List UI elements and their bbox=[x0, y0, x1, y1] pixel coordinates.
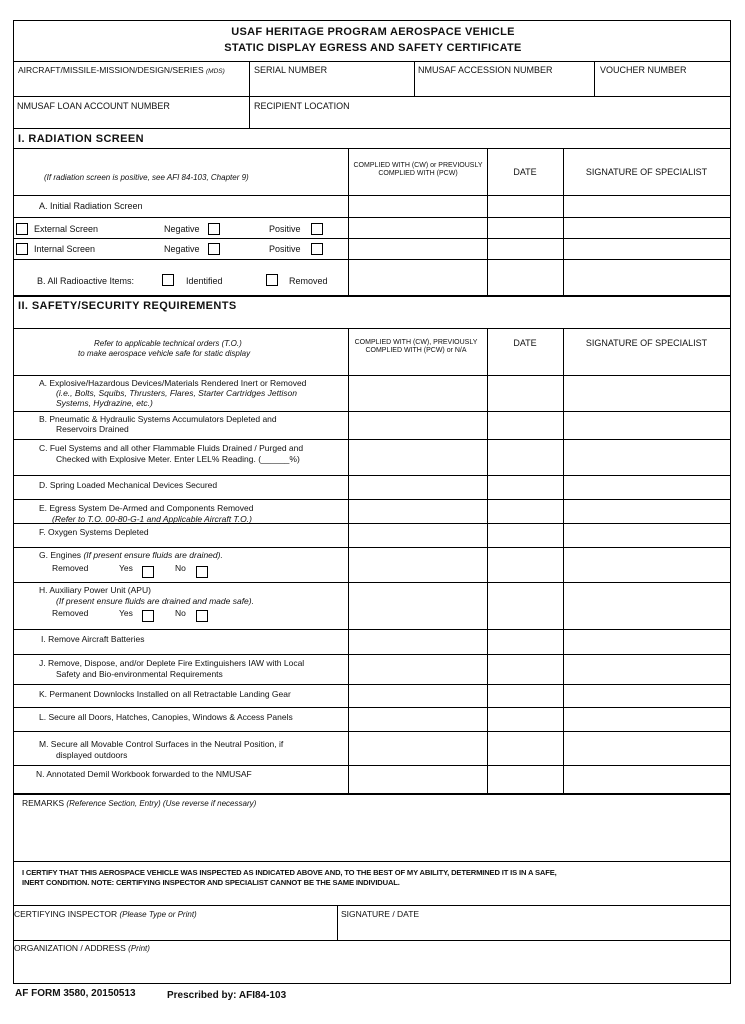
organization-hint: (Print) bbox=[128, 944, 150, 953]
organization-address-field[interactable] bbox=[14, 943, 150, 954]
aircraft-mds-label: AIRCRAFT/MISSILE-MISSION/DESIGN/SERIES bbox=[18, 65, 204, 75]
external-screen-checkbox[interactable] bbox=[16, 223, 28, 235]
item-g-line1 bbox=[39, 550, 223, 561]
section2-col-signature: SIGNATURE OF SPECIALIST bbox=[585, 338, 708, 348]
inspector-label: CERTIFYING INSPECTOR bbox=[14, 909, 118, 919]
item-h-yes-label: Yes bbox=[119, 608, 133, 618]
radioactive-items-label: B. All Radioactive Items: bbox=[37, 276, 135, 286]
item-g-removed-label: Removed bbox=[52, 563, 89, 573]
internal-negative-checkbox[interactable] bbox=[208, 243, 220, 255]
identified-label: Identified bbox=[186, 276, 223, 286]
item-f: F. Oxygen Systems Depleted bbox=[39, 527, 149, 537]
item-c-line2: Checked with Explosive Meter. Enter LEL% Reading. (______%) bbox=[56, 454, 300, 464]
aircraft-mds-suffix: (MDS) bbox=[206, 68, 225, 75]
item-g-no-label: No bbox=[175, 563, 186, 573]
certification-line2: INERT CONDITION. NOTE: CERTIFYING INSPECTOR AND SPECIALIST CANNOT BE THE SAME INDIVIDUAL. bbox=[22, 878, 400, 887]
internal-positive-checkbox[interactable] bbox=[311, 243, 323, 255]
item-a-line1: A. Explosive/Hazardous Devices/Materials Rendered Inert or Removed bbox=[39, 378, 307, 388]
inspector-field[interactable] bbox=[14, 909, 197, 920]
item-k: K. Permanent Downlocks Installed on all Retractable Landing Gear bbox=[39, 689, 291, 699]
apu-yes-checkbox[interactable] bbox=[142, 610, 154, 622]
remarks-label: REMARKS bbox=[22, 798, 65, 808]
external-positive-label: Positive bbox=[269, 224, 301, 234]
form-frame bbox=[13, 20, 731, 984]
loan-account-field[interactable]: NMUSAF LOAN ACCOUNT NUMBER bbox=[17, 101, 170, 111]
external-screen-label: External Screen bbox=[34, 224, 99, 234]
recipient-location-field[interactable]: RECIPIENT LOCATION bbox=[254, 101, 350, 111]
item-i: I. Remove Aircraft Batteries bbox=[41, 634, 145, 644]
voucher-number-field[interactable]: VOUCHER NUMBER bbox=[600, 65, 687, 75]
section1-note: (If radiation screen is positive, see AFI 84-103, Chapter 9) bbox=[44, 173, 249, 182]
internal-negative-label: Negative bbox=[164, 244, 200, 254]
remarks-field[interactable] bbox=[22, 798, 256, 809]
section1-col-date: DATE bbox=[513, 167, 537, 177]
inspector-hint: (Please Type or Print) bbox=[119, 910, 197, 919]
item-h-no-label: No bbox=[175, 608, 186, 618]
item-m-line1: M. Secure all Movable Control Surfaces in the Neutral Position, if bbox=[39, 739, 284, 749]
form-title-line1: USAF HERITAGE PROGRAM AEROSPACE VEHICLE bbox=[231, 26, 515, 38]
form-id: AF FORM 3580, 20150513 bbox=[15, 988, 136, 999]
serial-number-field[interactable]: SERIAL NUMBER bbox=[254, 65, 328, 75]
item-l: L. Secure all Doors, Hatches, Canopies, Windows & Access Panels bbox=[39, 712, 293, 722]
internal-positive-label: Positive bbox=[269, 244, 301, 254]
item-b-line2: Reservoirs Drained bbox=[56, 424, 129, 434]
form-title-line2: STATIC DISPLAY EGRESS AND SAFETY CERTIFICATE bbox=[224, 42, 522, 54]
item-initial-radiation: A. Initial Radiation Screen bbox=[39, 201, 143, 211]
removed-label: Removed bbox=[289, 276, 328, 286]
item-h-line2: (If present ensure fluids are drained and made safe). bbox=[56, 596, 254, 606]
internal-screen-checkbox[interactable] bbox=[16, 243, 28, 255]
item-d: D. Spring Loaded Mechanical Devices Secured bbox=[39, 480, 218, 490]
aircraft-mds-field[interactable] bbox=[18, 65, 225, 77]
item-g-yes-label: Yes bbox=[119, 563, 133, 573]
item-j-line1: J. Remove, Dispose, and/or Deplete Fire Extinguishers IAW with Local bbox=[39, 658, 305, 668]
item-e-line1: E. Egress System De-Armed and Components Removed bbox=[39, 503, 254, 513]
section1-col-complied: COMPLIED WITH (CW) or PREVIOUSLY COMPLIED WITH (PCW) bbox=[353, 162, 483, 177]
section2-col-date: DATE bbox=[513, 338, 537, 348]
section1-heading: I. RADIATION SCREEN bbox=[18, 133, 144, 145]
removed-checkbox[interactable] bbox=[266, 274, 278, 286]
section1-col-signature: SIGNATURE OF SPECIALIST bbox=[585, 167, 708, 177]
item-m-line2: displayed outdoors bbox=[56, 750, 128, 760]
external-negative-label: Negative bbox=[164, 224, 200, 234]
remarks-hint: (Reference Section, Entry) (Use reverse if necessary) bbox=[66, 799, 257, 808]
prescribed-by: Prescribed by: AFI84-103 bbox=[167, 990, 287, 1001]
external-negative-checkbox[interactable] bbox=[208, 223, 220, 235]
section2-note-line1: Refer to applicable technical orders (T.O.) bbox=[94, 339, 242, 348]
item-a-line3: Systems, Hydrazine, etc.) bbox=[56, 398, 153, 408]
external-positive-checkbox[interactable] bbox=[311, 223, 323, 235]
apu-no-checkbox[interactable] bbox=[196, 610, 208, 622]
item-g-hint: (If present ensure fluids are drained). bbox=[83, 550, 223, 560]
engines-no-checkbox[interactable] bbox=[196, 566, 208, 578]
certification-line1: I CERTIFY THAT THIS AEROSPACE VEHICLE WAS INSPECTED AS INDICATED ABOVE AND, TO THE BEST OF MY ABILITY, DETERMINED IT IS IN A SAFE, bbox=[22, 868, 557, 877]
item-c-line1: C. Fuel Systems and all other Flammable Fluids Drained / Purged and bbox=[39, 443, 304, 453]
section2-col-complied: COMPLIED WITH (CW), PREVIOUSLY COMPLIED WITH (PCW) or N/A bbox=[354, 339, 478, 354]
item-h-removed-label: Removed bbox=[52, 608, 89, 618]
item-n: N. Annotated Demil Workbook forwarded to the NMUSAF bbox=[36, 769, 252, 779]
item-g-label: G. Engines bbox=[39, 550, 82, 560]
organization-label: ORGANIZATION / ADDRESS bbox=[14, 943, 126, 953]
item-a-line2: (i.e., Bolts, Squibs, Thrusters, Flares, Starter Cartridges Jettison bbox=[56, 388, 297, 398]
accession-number-field[interactable]: NMUSAF ACCESSION NUMBER bbox=[418, 65, 553, 75]
section2-note-line2: to make aerospace vehicle safe for static display bbox=[78, 349, 251, 358]
item-b-line1: B. Pneumatic & Hydraulic Systems Accumulators Depleted and bbox=[39, 414, 277, 424]
engines-yes-checkbox[interactable] bbox=[142, 566, 154, 578]
section2-heading: II. SAFETY/SECURITY REQUIREMENTS bbox=[18, 300, 237, 312]
internal-screen-label: Internal Screen bbox=[34, 244, 96, 254]
signature-date-field[interactable]: SIGNATURE / DATE bbox=[341, 909, 420, 919]
item-j-line2: Safety and Bio-environmental Requirements bbox=[56, 669, 223, 679]
item-e-line2: (Refer to T.O. 00-80-G-1 and Applicable Aircraft T.O.) bbox=[52, 514, 252, 524]
identified-checkbox[interactable] bbox=[162, 274, 174, 286]
item-h-line1: H. Auxiliary Power Unit (APU) bbox=[39, 585, 151, 595]
